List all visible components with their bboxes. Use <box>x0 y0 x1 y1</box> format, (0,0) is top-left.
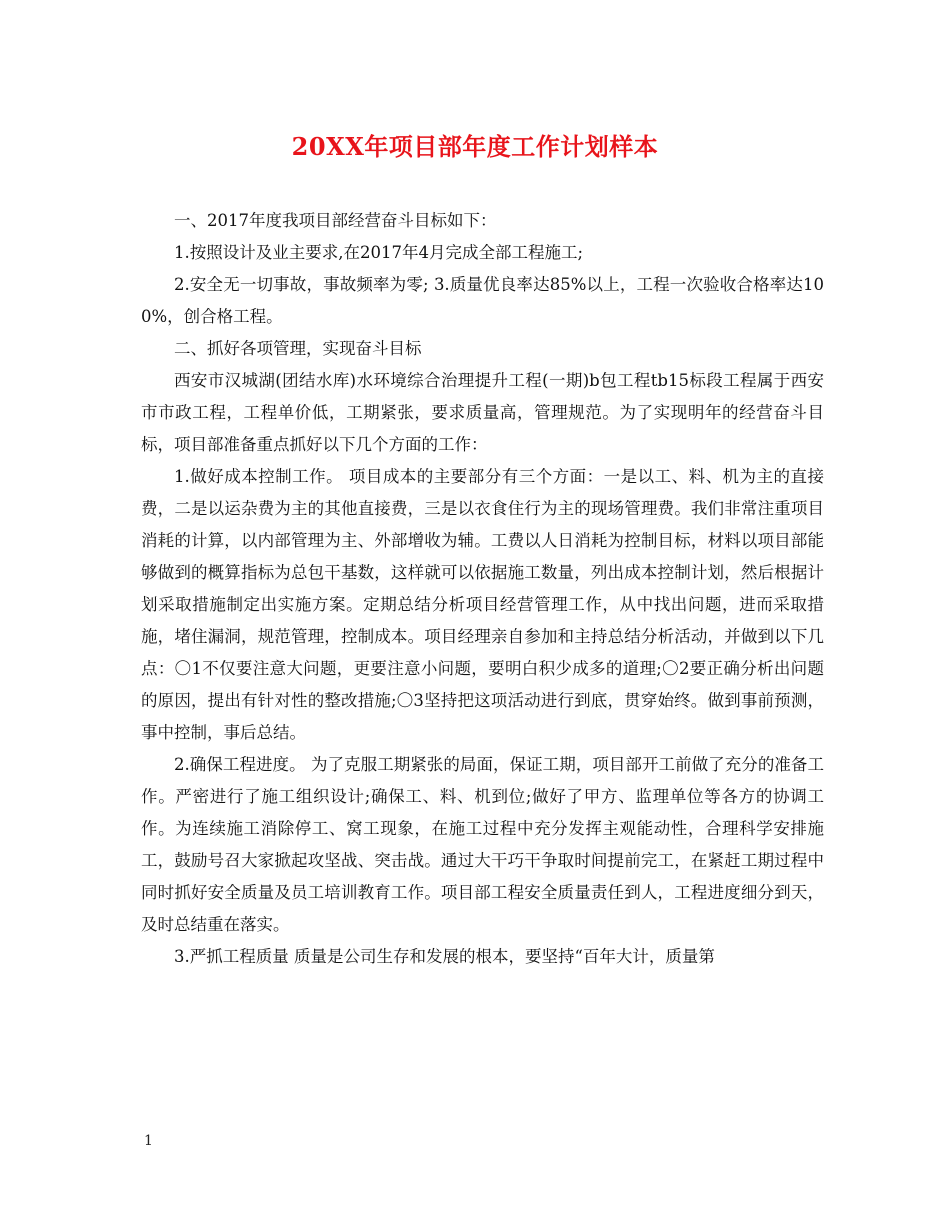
paragraph-3: 2.安全无一切事故，事故频率为零; 3.质量优良率达85%以上，工程一次验收合格率达100%，创合格工程。 <box>141 275 824 326</box>
paragraph-2: 1.按照设计及业主要求,在2017年4月完成全部工程施工; <box>174 243 584 262</box>
paragraph-7: 2.确保工程进度。 为了克服工期紧张的局面，保证工期，项目部开工前做了充分的准备工作。严密进行了施工组织设计;确保工、料、机到位;做好了甲方、监理单位等各方的协调工作。为连续施工消除停工、窝工现象，在施工过程中充分发挥主观能动性，合理科学安排施工，鼓励号召大家掀起攻坚战、突击战。通过大干巧干争取时间提前完工，在紧赶工期过程中同时抓好安全质量及员工培训教育工作。项目部工程安全质量责任到人，工程进度细分到天，及时总结重在落实。 <box>141 755 824 934</box>
document-body <box>141 205 824 973</box>
document-title: 20XX年项目部年度工作计划样本 <box>291 132 659 161</box>
paragraph-8: 3.严抓工程质量 质量是公司生存和发展的根本，要坚持“百年大计，质量第 <box>174 947 715 966</box>
paragraph-6: 1.做好成本控制工作。 项目成本的主要部分有三个方面：一是以工、料、机为主的直接费，二是以运杂费为主的其他直接费，三是以衣食住行为主的现场管理费。我们非常注重项目消耗的计算，以内部管理为主、外部增收为辅。工费以人日消耗为控制目标，材料以项目部能够做到的概算指标为总包干基数，这样就可以依据施工数量，列出成本控制计划，然后根据计划采取措施制定出实施方案。定期总结分析项目经营管理工作，从中找出问题，进而采取措施，堵住漏洞，规范管理，控制成本。项目经理亲自参加和主持总结分析活动，并做到以下几点：〇1不仅要注意大问题，更要注意小问题，要明白积少成多的道理;〇2要正确分析出问题的原因，提出有针对性的整改措施;〇3坚持把这项活动进行到底，贯穿始终。做到事前预测，事中控制，事后总结。 <box>141 467 824 742</box>
page-number: 1 <box>144 1133 153 1149</box>
paragraph-5: 西安市汉城湖(团结水库)水环境综合治理提升工程(一期)b包工程tb15标段工程属于西安市市政工程，工程单价低，工期紧张，要求质量高，管理规范。为了实现明年的经营奋斗目标，项目部准备重点抓好以下几个方面的工作： <box>141 371 824 454</box>
paragraph-1: 一、2017年度我项目部经营奋斗目标如下： <box>174 211 497 230</box>
paragraph-4: 二、抓好各项管理，实现奋斗目标 <box>174 339 422 358</box>
